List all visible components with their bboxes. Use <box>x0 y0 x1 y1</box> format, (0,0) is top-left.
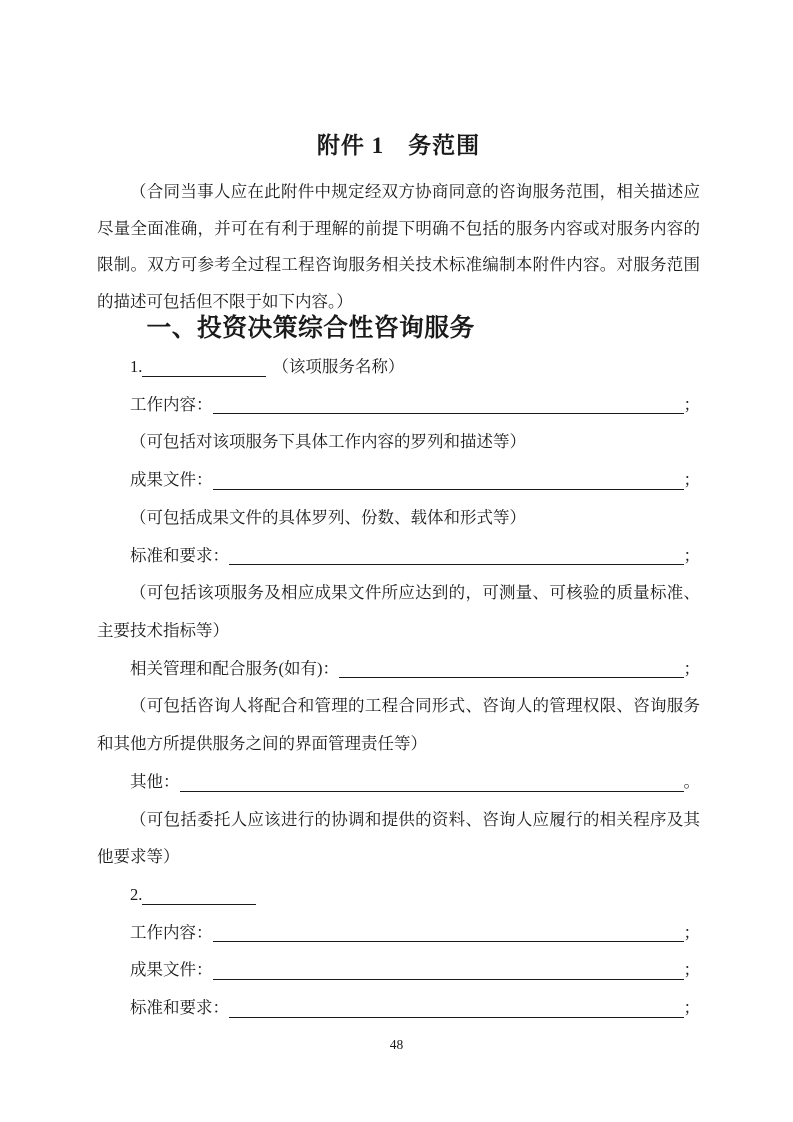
blank-line <box>229 1017 684 1018</box>
section-heading: 一、投资决策综合性咨询服务 <box>146 315 475 343</box>
field-note: （可包括成果文件的具体罗列、份数、载体和形式等） <box>130 507 526 527</box>
item-number: 1. <box>130 357 143 377</box>
blank-line <box>213 413 684 414</box>
blank-line <box>213 489 684 490</box>
field-label: 标准和要求： <box>130 998 229 1018</box>
field-label: 相关管理和配合服务(如有)： <box>130 658 339 678</box>
field-row-deliverables <box>97 461 700 499</box>
field-label: 成果文件： <box>130 470 213 490</box>
field-punctuation: ； <box>683 658 700 678</box>
field-row-deliverables <box>97 951 700 989</box>
blank-line <box>339 677 684 678</box>
field-punctuation: ； <box>683 960 700 980</box>
item-number: 2. <box>130 884 143 904</box>
field-label: 工作内容： <box>130 922 213 942</box>
blank-line <box>213 941 684 942</box>
field-punctuation: ； <box>683 394 700 414</box>
field-row-standards <box>97 537 700 575</box>
field-row-standards <box>97 989 700 1027</box>
field-punctuation: ； <box>683 545 700 565</box>
field-punctuation: ； <box>683 998 700 1018</box>
field-label: 标准和要求： <box>130 545 229 565</box>
page-number: 48 <box>389 1037 404 1052</box>
blank-line <box>142 904 256 905</box>
field-row-work-content <box>97 914 700 952</box>
blank-line <box>213 979 684 980</box>
item-name-hint: （该项服务名称） <box>272 357 405 377</box>
field-row-management-services <box>97 650 700 688</box>
field-punctuation: ； <box>683 470 700 490</box>
field-label: 其他： <box>130 771 180 791</box>
blank-line <box>142 376 266 377</box>
field-row-work-content <box>97 386 700 424</box>
intro-paragraph: （合同当事人应在此附件中规定经双方协商同意的咨询服务范围，相关描述应尽量全面准确，并可在有利于理解的前提下明确不包括的服务内容或对服务内容的限制。双方可参考全过程工程咨询服务相关技术标准编制本附件内容。对服务范围的描述可包括但不限于如下内容。） <box>97 182 700 311</box>
field-note: （可包括咨询人将配合和管理的工程合同形式、咨询人的管理权限、咨询服务和其他方所提供服务之间的界面管理责任等） <box>97 696 700 754</box>
field-punctuation: 。 <box>683 771 700 791</box>
field-punctuation: ； <box>683 922 700 942</box>
blank-line <box>229 564 684 565</box>
field-label: 成果文件： <box>130 960 213 980</box>
field-note: （可包括对该项服务下具体工作内容的罗列和描述等） <box>130 432 526 452</box>
item-2-number-line <box>97 876 700 914</box>
field-row-other <box>97 763 700 801</box>
document-title: 附件 1 务范围 <box>316 133 481 158</box>
blank-line <box>180 791 684 792</box>
field-label: 工作内容： <box>130 394 213 414</box>
field-note: （可包括委托人应该进行的协调和提供的资料、咨询人应履行的相关程序及其他要求等） <box>97 809 700 867</box>
item-1-number-line <box>97 348 700 386</box>
field-note: （可包括该项服务及相应成果文件所应达到的，可测量、可核验的质量标准、主要技术指标等） <box>97 583 700 640</box>
